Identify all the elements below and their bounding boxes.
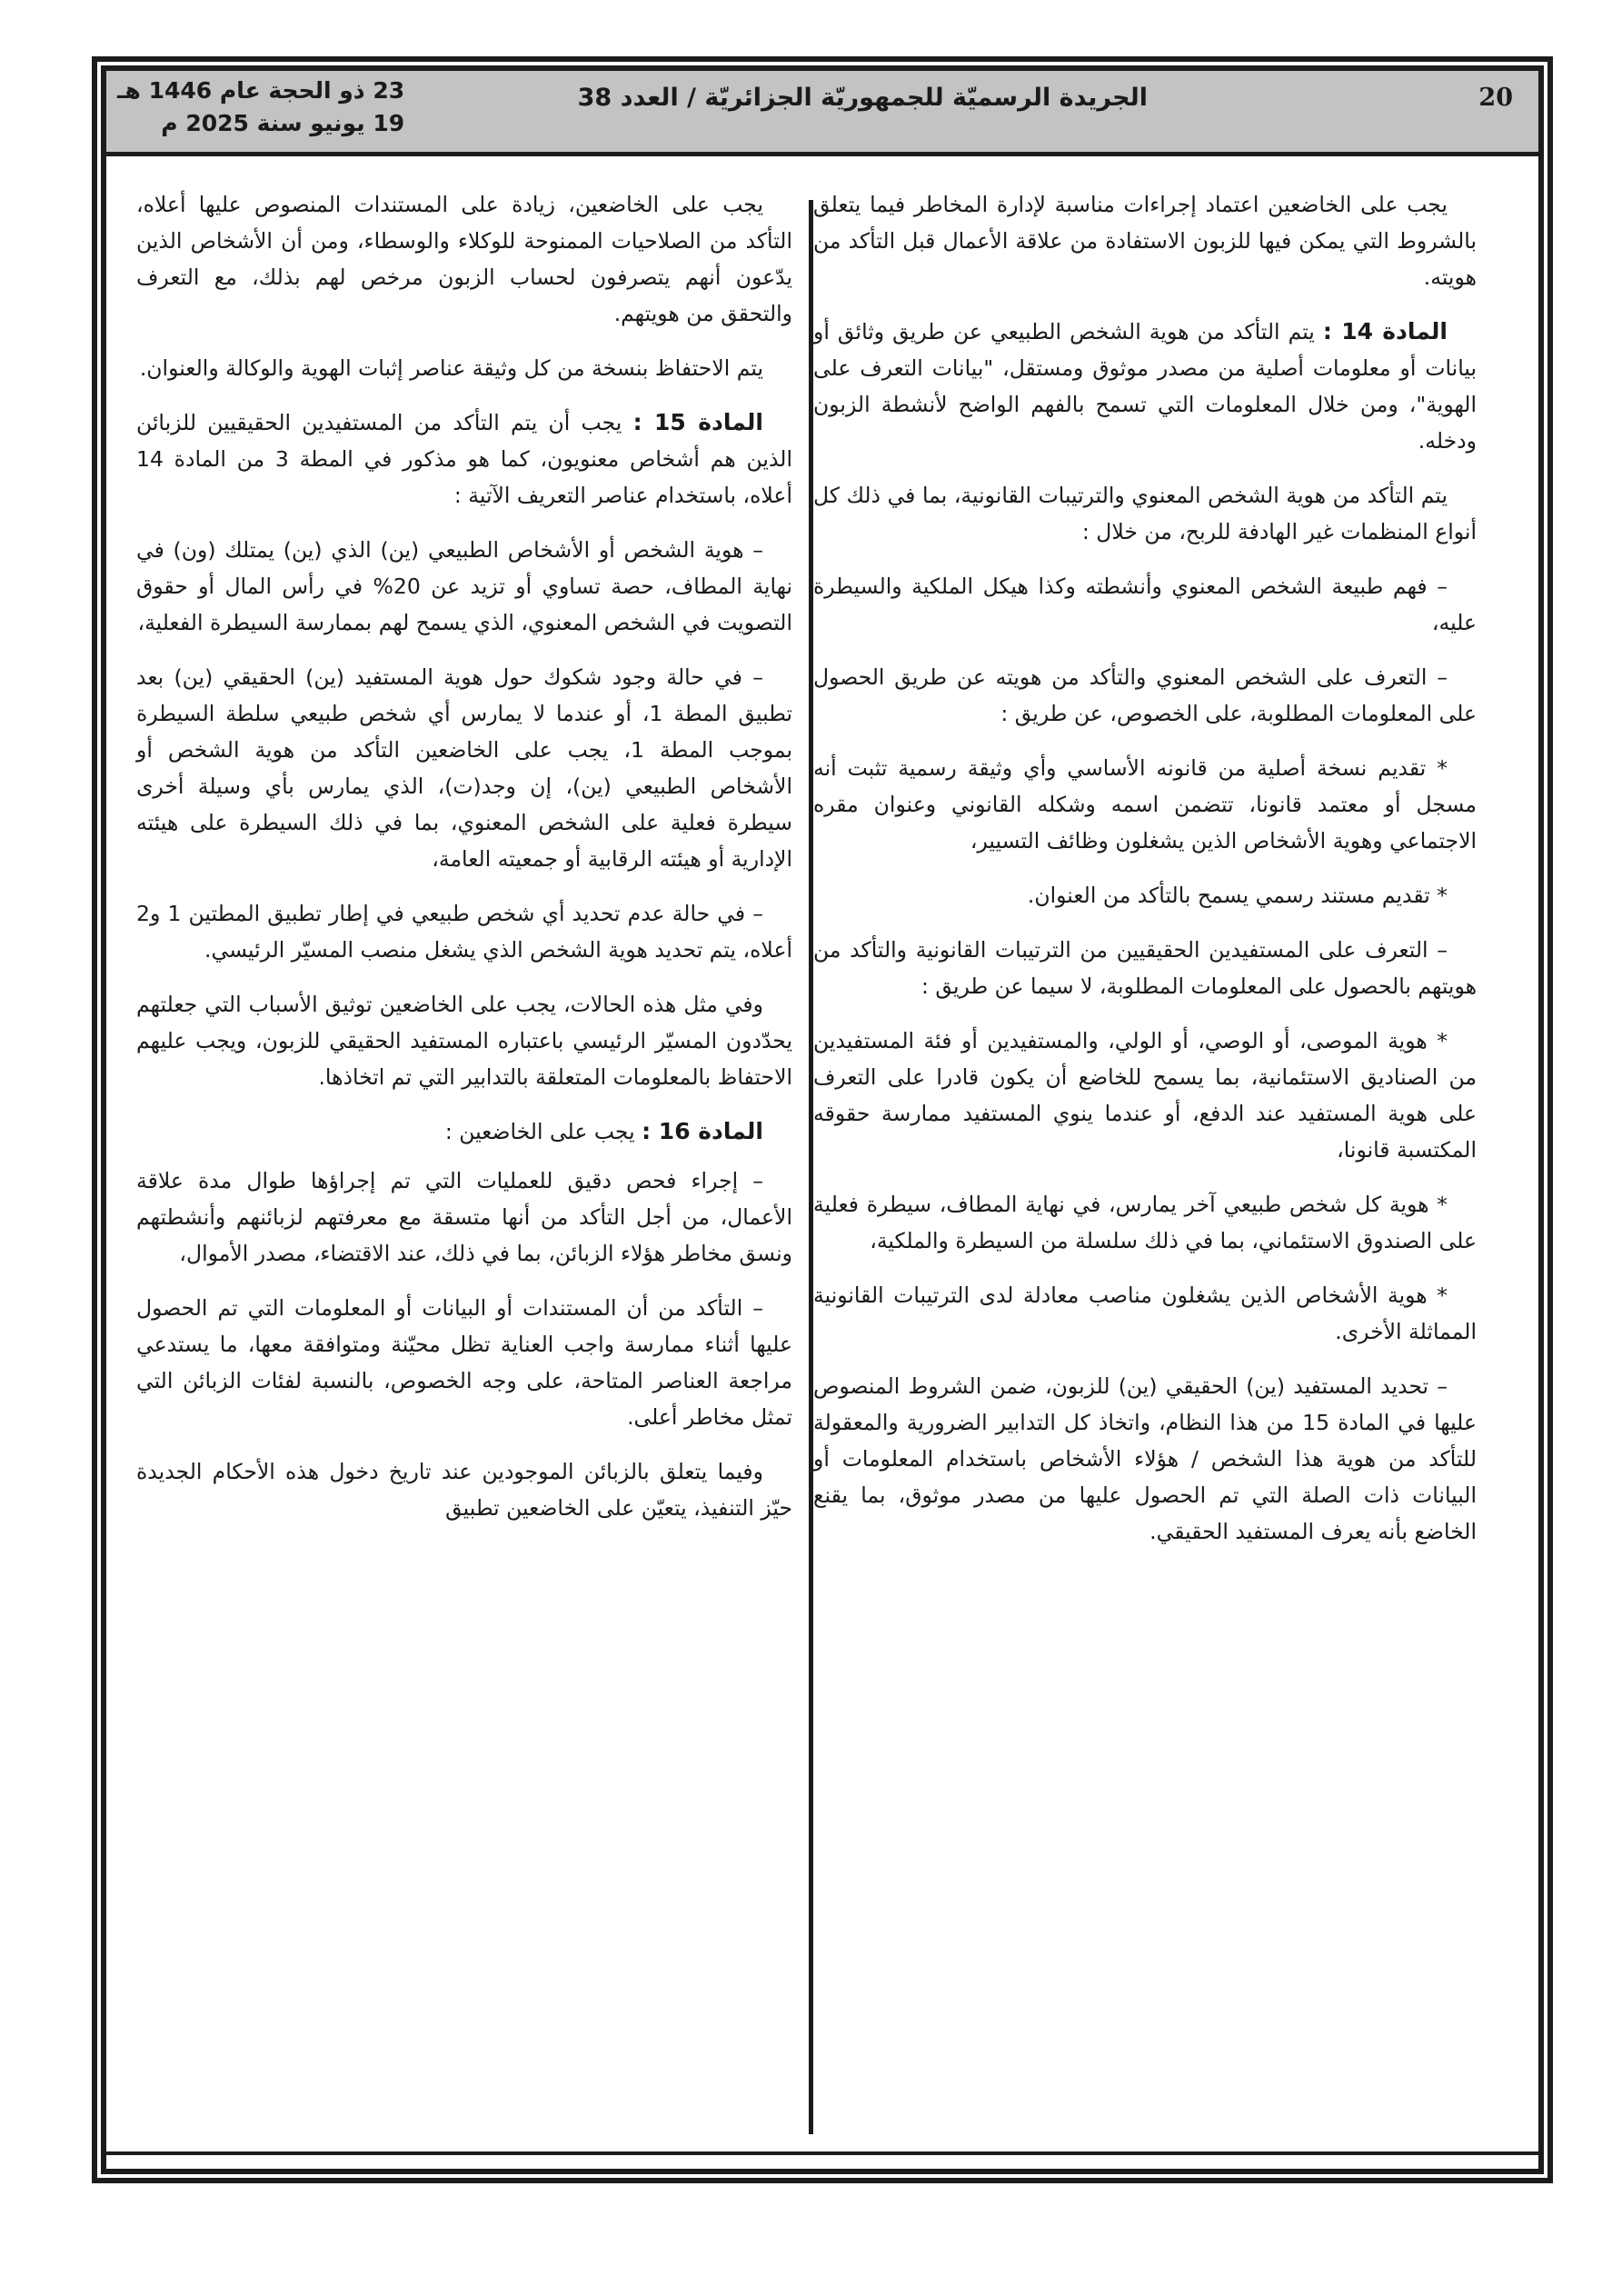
article-label: المادة 14 : xyxy=(1322,318,1448,344)
paragraph: وفي مثل هذه الحالات، يجب على الخاضعين توثيق الأسباب التي جعلتهم يحدّدون المسيّر الرئيسي باعتباره المستفيد الحقيقي للزبون، ويجب عليهم الاحتفاظ بالمعلومات المتعلقة بالتدابير التي تم اتخاذها. xyxy=(136,992,792,1090)
list-item: – التعرف على الشخص المعنوي والتأكد من هويته عن طريق الحصول على المعلومات المطلوبة، على الخصوص، عن طريق : xyxy=(813,664,1477,726)
sub-list-item: * تقديم نسخة أصلية من قانونه الأساسي وأي وثيقة رسمية تثبت أنه مسجل أو معتمد قانونا، تتضمن اسمه وشكله القانوني وعنوان مقره الاجتماعي وهوية الأشخاص الذين يشغلون وظائف التسيير، xyxy=(813,755,1477,854)
gazette-title: الجريدة الرسميّة للجمهوريّة الجزائريّة / العدد 38 xyxy=(577,84,1148,112)
bottom-rule xyxy=(106,2151,1538,2155)
page-number: 20 xyxy=(1478,84,1513,112)
page-header xyxy=(106,71,1538,156)
right-column xyxy=(813,186,1477,1568)
list-item: – تحديد المستفيد (ين) الحقيقي (ين) للزبون، ضمن الشروط المنصوص عليها في المادة 15 من هذا النظام، واتخاذ كل التدابير الضرورية والمعقولة للتأكد من هوية هذا الشخص / هؤلاء الأشخاص باستخدام المعلومات أو البيانات ذات الصلة التي تم الحصول عليها من مصدر موثوق، بما يقنع الخاضع بأنه يعرف المستفيد الحقيقي. xyxy=(813,1373,1477,1544)
article-label: المادة 16 : xyxy=(642,1118,763,1144)
sub-list-item: * تقديم مستند رسمي يسمح بالتأكد من العنوان. xyxy=(1027,883,1448,908)
sub-list-item: * هوية الموصى، أو الوصي، أو الولي، والمستفيدين أو فئة المستفيدين من الصناديق الاستئمانية، بما يسمح للخاضع أن يكون قادرا على التعرف على هوية المستفيد عند الدفع، أو عندما ينوي المستفيد ممارسة حقوقه المكتسبة قانونا، xyxy=(813,1028,1477,1163)
paragraph: يتم التأكد من هوية الشخص المعنوي والترتيبات القانونية، بما في ذلك كل أنواع المنظمات غير الهادفة للربح، من خلال : xyxy=(813,483,1477,544)
date-hijri: 23 ذو الحجة عام 1446 هـ xyxy=(117,77,405,104)
article-15: المادة 15 : يجب أن يتم التأكد من المستفيدين الحقيقيين للزبائن الذين هم أشخاص معنويون، كما هو مذكور في المطة 3 من المادة 14 أعلاه، باستخدام عناصر التعريف الآتية : xyxy=(136,409,792,508)
sub-list-item: * هوية الأشخاص الذين يشغلون مناصب معادلة لدى الترتيبات القانونية المماثلة الأخرى. xyxy=(813,1283,1477,1344)
list-item: – التأكد من أن المستندات أو البيانات أو المعلومات التي تم الحصول عليها أثناء ممارسة واجب العناية تظل محيّنة ومتوافقة معها، ما يستدعي مراجعة العناصر المتاحة، على وجه الخصوص، بالنسبة لفئات الزبائن التي تمثل مخاطر أعلى. xyxy=(136,1295,792,1430)
article-14: المادة 14 : يتم التأكد من هوية الشخص الطبيعي عن طريق وثائق أو بيانات أو معلومات أصلية من مصدر موثوق ومستقل، "بيانات التعرف على الهوية"، ومن خلال المعلومات التي تسمح بالفهم الواضح لأنشطة الزبون ودخله. xyxy=(813,318,1477,454)
article-label: المادة 15 : xyxy=(632,409,763,435)
sub-list-item: * هوية كل شخص طبيعي آخر يمارس، في نهاية المطاف، سيطرة فعلية على الصندوق الاستئماني، بما في ذلك سلسلة من السيطرة والملكية، xyxy=(813,1192,1477,1253)
paragraph: وفيما يتعلق بالزبائن الموجودين عند تاريخ دخول هذه الأحكام الجديدة حيّز التنفيذ، يتعيّن على الخاضعين تطبيق xyxy=(136,1459,792,1521)
list-item: – التعرف على المستفيدين الحقيقيين من الترتيبات القانونية والتأكد من هويتهم بالحصول على المعلومات المطلوبة، لا سيما عن طريق : xyxy=(813,937,1477,999)
article-16: المادة 16 : يجب على الخاضعين : xyxy=(444,1118,763,1144)
paragraph: يتم الاحتفاظ بنسخة من كل وثيقة عناصر إثبات الهوية والوكالة والعنوان. xyxy=(139,355,763,381)
list-item: – إجراء فحص دقيق للعمليات التي تم إجراؤها طوال مدة علاقة الأعمال، من أجل التأكد من أنها متسقة مع معرفتهم لزبائنهم وأنشطتهم ونسق مخاطر هؤلاء الزبائن، بما في ذلك، عند الاقتضاء، مصدر الأموال، xyxy=(136,1168,792,1266)
paragraph: يجب على الخاضعين اعتماد إجراءات مناسبة لإدارة المخاطر فيما يتعلق بالشروط التي يمكن فيها للزبون الاستفادة من علاقة الأعمال قبل التأكد من هويته. xyxy=(813,192,1477,290)
issue-date xyxy=(117,75,404,140)
list-item: – فهم طبيعة الشخص المعنوي وأنشطته وكذا هيكل الملكية والسيطرة عليه، xyxy=(813,574,1477,635)
date-gregorian: 19 يونيو سنة 2025 م xyxy=(161,110,405,136)
list-item: – في حالة وجود شكوك حول هوية المستفيد (ين) الحقيقي (ين) بعد تطبيق المطة 1، أو عندما لا يمارس أي شخص طبيعي سلطة السيطرة بموجب المطة 1، يجب على الخاضعين التأكد من هوية الشخص أو الأشخاص الطبيعي (ين)، إن وجد(ت)، الذي يمارس بأي وسيلة أخرى سيطرة فعلية على الشخص المعنوي، بما في ذلك السيطرة على هيئته الإدارية أو هيئته الرقابية أو جمعيته العامة، xyxy=(136,664,792,872)
list-item: – في حالة عدم تحديد أي شخص طبيعي في إطار تطبيق المطتين 1 و2 أعلاه، يتم تحديد هوية الشخص الذي يشغل منصب المسيّر الرئيسي. xyxy=(136,901,792,963)
list-item: – هوية الشخص أو الأشخاص الطبيعي (ين) الذي (ين) يمتلك (ون) في نهاية المطاف، حصة تساوي أو تزيد عن 20% في رأس المال أو حقوق التصويت في الشخص المعنوي، الذي يسمح لهم بممارسة السيطرة الفعلية، xyxy=(136,537,792,635)
left-column xyxy=(136,186,792,1544)
paragraph: يجب على الخاضعين، زيادة على المستندات المنصوص عليها أعلاه، التأكد من الصلاحيات الممنوحة للوكلاء والوسطاء، ومن أن الأشخاص الذين يدّعون أنهم يتصرفون لحساب الزبون مرخص لهم بذلك، مع التعرف والتحقق من هويتهم. xyxy=(136,192,792,326)
